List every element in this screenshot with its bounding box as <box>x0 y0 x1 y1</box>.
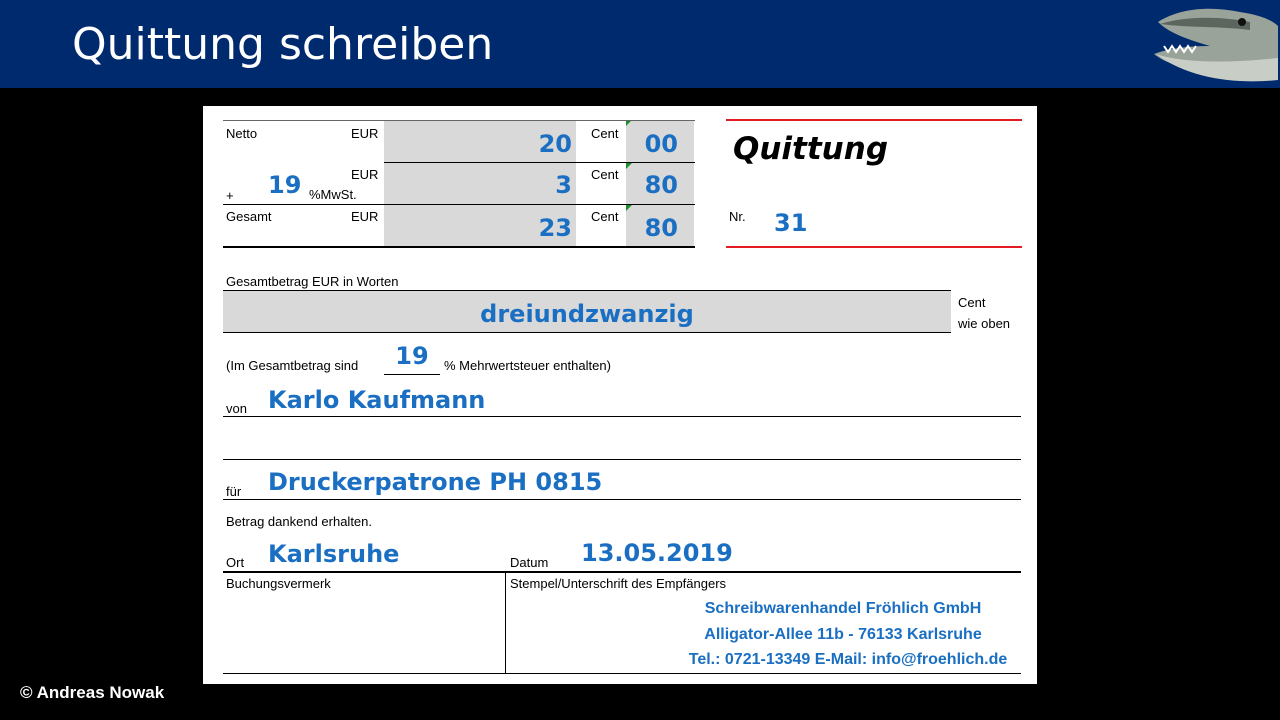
netto-cent-label: Cent <box>591 126 619 141</box>
for-value: Druckerpatrone PH 0815 <box>268 468 603 496</box>
plus-label: + <box>226 188 234 203</box>
gesamt-eur-value: 23 <box>538 214 572 242</box>
gesamt-cent-value: 80 <box>644 214 678 242</box>
netto-eur-label: EUR <box>351 126 379 141</box>
vat-cent-label: Cent <box>591 167 619 182</box>
for-label: für <box>226 484 242 499</box>
vat-rate-value: 19 <box>268 171 302 199</box>
row-divider <box>384 162 695 163</box>
alligator-logo-icon <box>1150 0 1280 88</box>
gesamt-label: Gesamt <box>226 209 272 224</box>
netto-eur-value: 20 <box>538 130 572 158</box>
stamp-label: Stempel/Unterschrift des Empfängers <box>510 576 727 591</box>
copyright: © Andreas Nowak <box>20 683 165 702</box>
receipt-number-value: 31 <box>774 209 808 237</box>
row-divider <box>223 246 695 248</box>
place-date-line <box>223 571 1021 573</box>
thanks-text: Betrag dankend erhalten. <box>226 514 372 529</box>
vat-note-prefix: (Im Gesamtbetrag sind <box>226 358 359 373</box>
words-value: dreiundzwanzig <box>480 300 694 328</box>
date-value: 13.05.2019 <box>581 539 733 567</box>
cell-marker <box>626 163 632 169</box>
row-divider <box>223 120 695 121</box>
vat-cent-value: 80 <box>644 171 678 199</box>
words-bottom-line <box>223 332 951 333</box>
gesamt-eur-label: EUR <box>351 209 379 224</box>
words-label: Gesamtbetrag EUR in Worten <box>226 274 399 289</box>
company-address: Alligator-Allee 11b - 76133 Karlsruhe <box>704 626 982 643</box>
date-label: Datum <box>510 555 549 570</box>
receipt-number-label: Nr. <box>729 209 746 224</box>
receipt-form <box>203 106 1037 684</box>
slide-title: Quittung schreiben <box>72 19 494 70</box>
netto-cent-value: 00 <box>644 130 678 158</box>
gesamt-cent-label: Cent <box>591 209 619 224</box>
booking-label: Buchungsvermerk <box>226 576 331 591</box>
from-label: von <box>226 401 247 416</box>
vat-eur-value: 3 <box>555 171 572 199</box>
receipt-bottom-line <box>726 246 1022 248</box>
vat-note-rate: 19 <box>395 342 429 370</box>
words-cent-label: Cent <box>958 295 986 310</box>
place-value: Karlsruhe <box>268 540 400 568</box>
vat-note-suffix: % Mehrwertsteuer enthalten) <box>444 358 611 373</box>
vat-eur-label: EUR <box>351 167 379 182</box>
receipt-top-line <box>726 119 1022 121</box>
company-name: Schreibwarenhandel Fröhlich GmbH <box>704 600 982 617</box>
vat-note-underline <box>384 374 440 375</box>
receipt-heading: Quittung <box>733 131 889 167</box>
slide-header <box>0 0 1280 88</box>
words-cent-note: wie oben <box>958 316 1011 331</box>
company-contact: Tel.: 0721-13349 E-Mail: info@froehlich.de <box>688 651 1008 668</box>
from-value: Karlo Kaufmann <box>268 386 486 414</box>
column-divider <box>505 572 506 674</box>
blank-line <box>223 459 1021 460</box>
for-line <box>223 499 1021 500</box>
netto-label: Netto <box>226 126 258 141</box>
vat-label: %MwSt. <box>309 187 357 202</box>
from-line <box>223 416 1021 417</box>
place-label: Ort <box>226 555 245 570</box>
cell-marker <box>626 205 632 211</box>
bottom-line <box>223 673 1021 674</box>
row-divider <box>223 204 695 205</box>
